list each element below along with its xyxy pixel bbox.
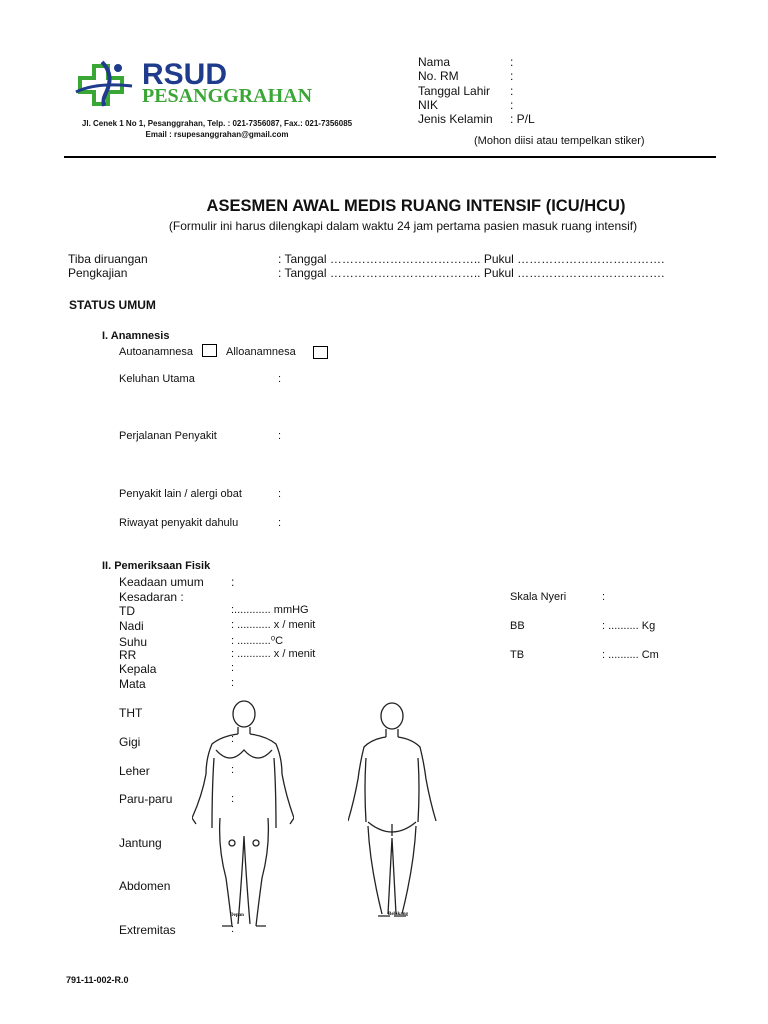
alloanamnesa-checkbox[interactable]: [313, 346, 328, 359]
field-label: No. RM: [418, 69, 459, 83]
kepala-value[interactable]: :: [231, 662, 235, 674]
bb-label: BB: [510, 620, 525, 632]
suhu-value[interactable]: : ...........⁰C: [231, 635, 284, 647]
body-back-diagram: [348, 698, 444, 930]
arrival-value: : Tanggal ……………………………….. Pukul ……………………………….: [278, 252, 665, 266]
sticker-note: (Mohon diisi atau tempelkan stiker): [474, 135, 645, 147]
field-value: :: [510, 69, 514, 83]
suhu-label: Suhu: [119, 635, 148, 649]
perjalanan-penyakit-label: Perjalanan Penyakit: [119, 430, 217, 442]
form-subtitle: (Formulir ini harus dilengkapi dalam waktu 24 jam pertama pasien masuk ruang intensif): [168, 219, 638, 233]
leher-label: Leher: [119, 764, 150, 778]
riwayat-penyakit-value[interactable]: :: [278, 517, 282, 529]
field-value: :: [510, 84, 514, 98]
gigi-value[interactable]: :: [231, 733, 235, 745]
mata-label: Mata: [119, 677, 146, 691]
riwayat-penyakit-label: Riwayat penyakit dahulu: [119, 517, 239, 529]
gigi-label: Gigi: [119, 735, 141, 749]
assessment-label: Pengkajian: [68, 266, 128, 280]
field-value: : P/L: [510, 112, 535, 126]
tb-label: TB: [510, 649, 525, 661]
hospital-email: Email : rsupesanggrahan@gmail.com: [145, 130, 289, 139]
keadaan-umum-label: Keadaan umum: [119, 575, 204, 589]
kepala-label: Kepala: [119, 662, 157, 676]
keadaan-umum-value[interactable]: :: [231, 575, 235, 589]
paru-label: Paru-paru: [119, 792, 173, 806]
jantung-label: Jantung: [119, 836, 162, 850]
form-title: ASESMEN AWAL MEDIS RUANG INTENSIF (ICU/HCU): [206, 197, 626, 215]
field-label: NIK: [418, 98, 439, 112]
body-front-diagram: [192, 698, 294, 930]
perjalanan-penyakit-value[interactable]: :: [278, 430, 282, 442]
field-value: :: [510, 55, 514, 69]
mata-value[interactable]: :: [231, 677, 235, 689]
body-back-icon: [348, 698, 444, 930]
pemeriksaan-heading: II. Pemeriksaan Fisik: [102, 560, 211, 572]
logo-line1: RSUD: [142, 58, 228, 91]
leher-value[interactable]: :: [231, 764, 235, 776]
field-value: :: [510, 98, 514, 112]
keluhan-utama-label: Keluhan Utama: [119, 373, 195, 385]
assessment-value: : Tanggal ……………………………….. Pukul ……………………………….: [278, 266, 665, 280]
back-caption: Belakang: [388, 912, 409, 917]
td-value[interactable]: :............ mmHG: [231, 604, 309, 616]
front-caption: Depan: [230, 913, 244, 918]
bb-value[interactable]: : .......... Kg: [602, 620, 656, 632]
kesadaran-label: Kesadaran :: [119, 590, 184, 604]
field-label: Tanggal Lahir: [418, 84, 491, 98]
field-label: Jenis Kelamin: [418, 112, 493, 126]
tb-value[interactable]: : .......... Cm: [602, 649, 659, 661]
abdomen-label: Abdomen: [119, 879, 171, 893]
nadi-label: Nadi: [119, 619, 144, 633]
field-label: Nama: [418, 55, 451, 69]
body-front-icon: [192, 698, 294, 930]
extremitas-label: Extremitas: [119, 923, 176, 937]
nadi-value[interactable]: : ........... x / menit: [231, 619, 316, 631]
logo-line2: PESANGGRAHAN: [142, 85, 313, 107]
tht-label: THT: [119, 706, 143, 720]
td-label: TD: [119, 604, 135, 618]
autoanamnesa-checkbox[interactable]: [202, 344, 217, 357]
skala-nyeri-label: Skala Nyeri: [510, 591, 567, 603]
penyakit-lain-value[interactable]: :: [278, 488, 282, 500]
anamnesis-heading: I. Anamnesis: [102, 330, 170, 342]
autoanamnesa-label: Autoanamnesa: [119, 346, 193, 358]
skala-nyeri-value[interactable]: :: [602, 591, 606, 603]
rr-label: RR: [119, 648, 137, 662]
keluhan-utama-value[interactable]: :: [278, 373, 282, 385]
alloanamnesa-label: Alloanamnesa: [226, 346, 296, 358]
header-divider: [64, 156, 716, 158]
hospital-logo: [72, 60, 376, 110]
rr-value[interactable]: : ........... x / menit: [231, 648, 316, 660]
status-umum-heading: STATUS UMUM: [69, 298, 156, 312]
hospital-address: Jl. Cenek 1 No 1, Pesanggrahan, Telp. : 021-7356087, Fax.: 021-7356085: [81, 119, 353, 128]
form-code: 791-11-002-R.0: [66, 975, 129, 985]
penyakit-lain-label: Penyakit lain / alergi obat: [119, 488, 242, 500]
arrival-label: Tiba diruangan: [68, 252, 148, 266]
paru-value[interactable]: :: [231, 793, 235, 805]
extremitas-value[interactable]: :: [231, 923, 235, 935]
